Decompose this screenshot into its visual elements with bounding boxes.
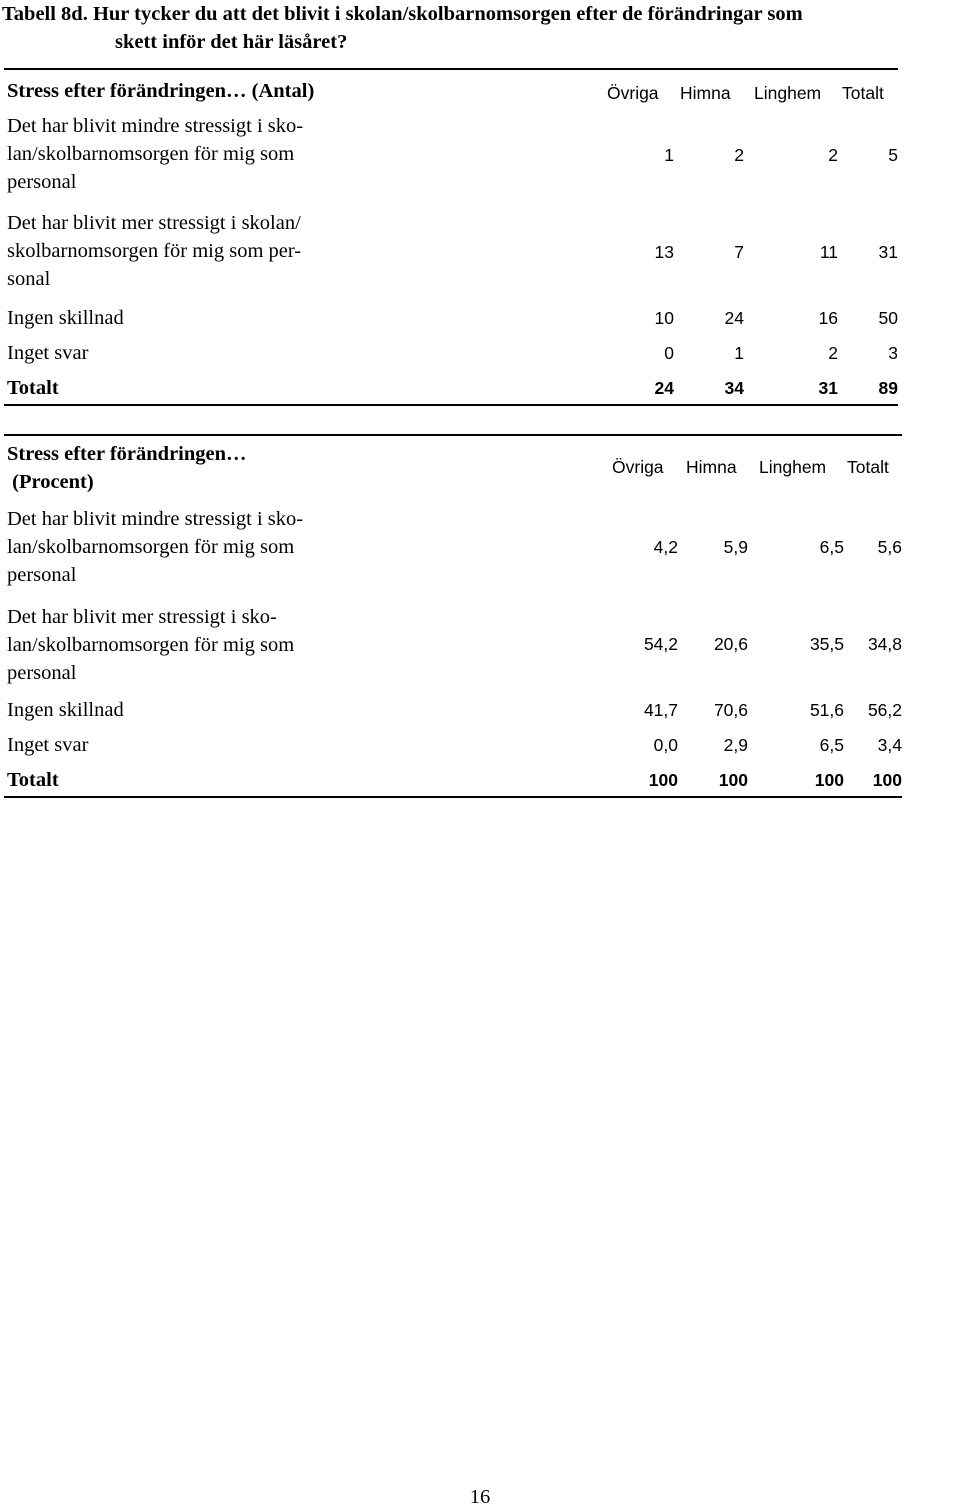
row-label: Ingen skillnad	[7, 307, 124, 329]
cell-value-total: 34	[724, 378, 744, 398]
cell-value: 13	[654, 242, 674, 262]
col-header-linghem: Linghem	[754, 83, 822, 103]
table-bottom-rule	[4, 404, 898, 406]
cell-value-total: 100	[872, 770, 902, 790]
cell-value-total: 89	[878, 378, 898, 398]
cell-value: 5,9	[723, 537, 748, 557]
cell-value: 35,5	[809, 634, 844, 654]
table-procent	[4, 434, 904, 804]
page-number: 16	[469, 1486, 491, 1508]
cell-value: 34,8	[867, 634, 902, 654]
row-label: Ingen skillnad	[7, 699, 124, 721]
cell-value-total: 100	[718, 770, 748, 790]
cell-value: 0	[664, 343, 674, 363]
col-header-himna: Himna	[680, 83, 731, 103]
cell-value: 54,2	[643, 634, 678, 654]
table-antal	[4, 68, 900, 408]
title-line-1: Tabell 8d. Hur tycker du att det blivit i skolan/skolbarnomsorgen efter de förändringar som	[2, 3, 803, 25]
cell-value: 70,6	[713, 700, 748, 720]
heading-text: Stress efter förändringen… (Antal)	[7, 80, 315, 102]
row-label: Det har blivit mindre stressigt i sko- lan/skolbarnomsorgen för mig som personal	[7, 508, 304, 586]
cell-value: 2,9	[723, 735, 748, 755]
table-title	[2, 0, 960, 56]
col-header-ovriga: Övriga	[607, 83, 659, 103]
row-label-total: Totalt	[7, 769, 59, 791]
table-top-rule	[4, 68, 898, 70]
col-header-linghem: Linghem	[759, 457, 827, 477]
cell-value: 6,5	[819, 537, 844, 557]
cell-value: 4,2	[653, 537, 678, 557]
cell-value: 5,6	[877, 537, 902, 557]
cell-value: 3	[888, 343, 898, 363]
cell-value: 24	[724, 308, 744, 328]
cell-value: 56,2	[867, 700, 902, 720]
col-header-totalt: Totalt	[842, 83, 884, 103]
cell-value: 1	[664, 145, 674, 165]
cell-value: 2	[828, 145, 838, 165]
col-header-ovriga: Övriga	[612, 457, 664, 477]
cell-value-total: 100	[814, 770, 844, 790]
cell-value: 5	[888, 145, 898, 165]
col-header-himna: Himna	[686, 457, 737, 477]
cell-value: 11	[819, 242, 838, 262]
cell-value-total: 100	[648, 770, 678, 790]
table-heading	[7, 77, 427, 105]
cell-value: 3,4	[877, 735, 902, 755]
cell-value: 2	[828, 343, 838, 363]
title-line-2: skett inför det här läsåret?	[115, 31, 348, 53]
cell-value: 16	[818, 308, 838, 328]
cell-value: 7	[734, 242, 744, 262]
row-label: Inget svar	[7, 734, 89, 756]
col-header-totalt: Totalt	[847, 457, 889, 477]
cell-value-total: 24	[654, 378, 674, 398]
cell-value: 6,5	[819, 735, 844, 755]
row-label-total: Totalt	[7, 377, 59, 399]
cell-value: 10	[654, 308, 674, 328]
row-label: Det har blivit mindre stressigt i sko- lan/skolbarnomsorgen för mig som personal	[7, 115, 304, 193]
row-label: Det har blivit mer stressigt i sko- lan/skolbarnomsorgen för mig som personal	[7, 606, 295, 684]
cell-value: 31	[878, 242, 898, 262]
cell-value: 50	[878, 308, 898, 328]
cell-value: 2	[734, 145, 744, 165]
cell-value: 0,0	[653, 735, 678, 755]
table-bottom-rule	[4, 796, 902, 798]
cell-value: 20,6	[713, 634, 748, 654]
table-heading: Stress efter förändringen… (Procent)	[7, 443, 247, 493]
row-label: Inget svar	[7, 342, 89, 364]
cell-value: 1	[734, 343, 744, 363]
table-top-rule	[4, 434, 902, 436]
cell-value: 41,7	[643, 700, 678, 720]
row-label: Det har blivit mer stressigt i skolan/ skolbarnomsorgen för mig som per- sonal	[7, 212, 302, 290]
cell-value-total: 31	[818, 378, 838, 398]
cell-value: 51,6	[809, 700, 844, 720]
